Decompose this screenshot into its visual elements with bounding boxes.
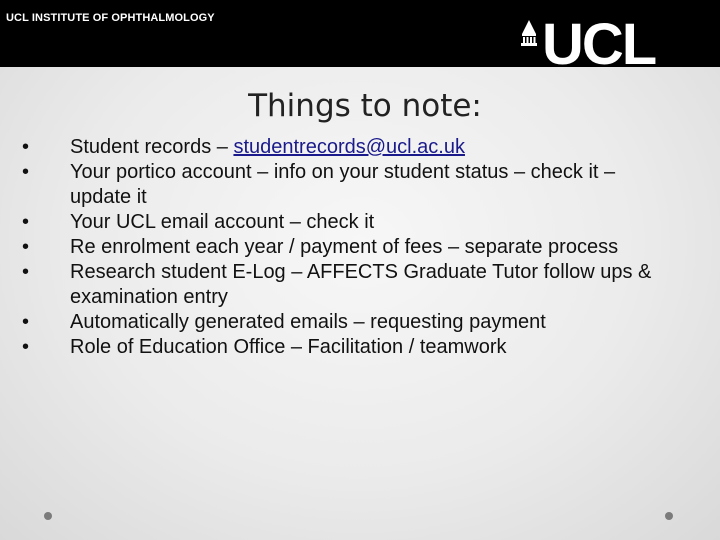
ucl-logo-text: UCL bbox=[542, 16, 656, 66]
portico-icon bbox=[521, 20, 537, 46]
list-item bbox=[22, 260, 662, 310]
bullet: • bbox=[22, 311, 30, 333]
list-item bbox=[22, 310, 662, 335]
item-text: Your portico account – info on your student status – check it – update it bbox=[70, 161, 616, 208]
header-bar bbox=[0, 0, 720, 67]
item-text: Student records – bbox=[70, 136, 234, 158]
item-text: Re enrolment each year / payment of fees – separate process bbox=[70, 236, 619, 258]
email-link[interactable]: studentrecords@ucl.ac.uk bbox=[233, 136, 465, 158]
list-item bbox=[22, 335, 662, 360]
bullet: • bbox=[22, 236, 30, 258]
bullet: • bbox=[22, 261, 30, 283]
corner-dot-left bbox=[44, 512, 52, 520]
item-text: Research student E-Log – AFFECTS Graduate Tutor follow ups & examination entry bbox=[70, 261, 652, 308]
department-name: UCL INSTITUTE OF OPHTHALMOLOGY bbox=[6, 12, 215, 24]
bullet: • bbox=[22, 336, 30, 358]
bullet: • bbox=[22, 161, 30, 183]
list-item bbox=[22, 235, 662, 260]
corner-dot-right bbox=[665, 512, 673, 520]
bullet: • bbox=[22, 136, 30, 158]
list-item bbox=[22, 135, 662, 160]
notes-list bbox=[22, 135, 662, 360]
item-text: Your UCL email account – check it bbox=[70, 211, 375, 233]
item-text: Role of Education Office – Facilitation / teamwork bbox=[70, 336, 507, 358]
slide-title: Things to note: bbox=[248, 88, 482, 124]
bullet: • bbox=[22, 211, 30, 233]
ucl-logo bbox=[518, 16, 686, 66]
item-text: Automatically generated emails – requesting payment bbox=[70, 311, 546, 333]
list-item bbox=[22, 160, 662, 210]
list-item bbox=[22, 210, 662, 235]
